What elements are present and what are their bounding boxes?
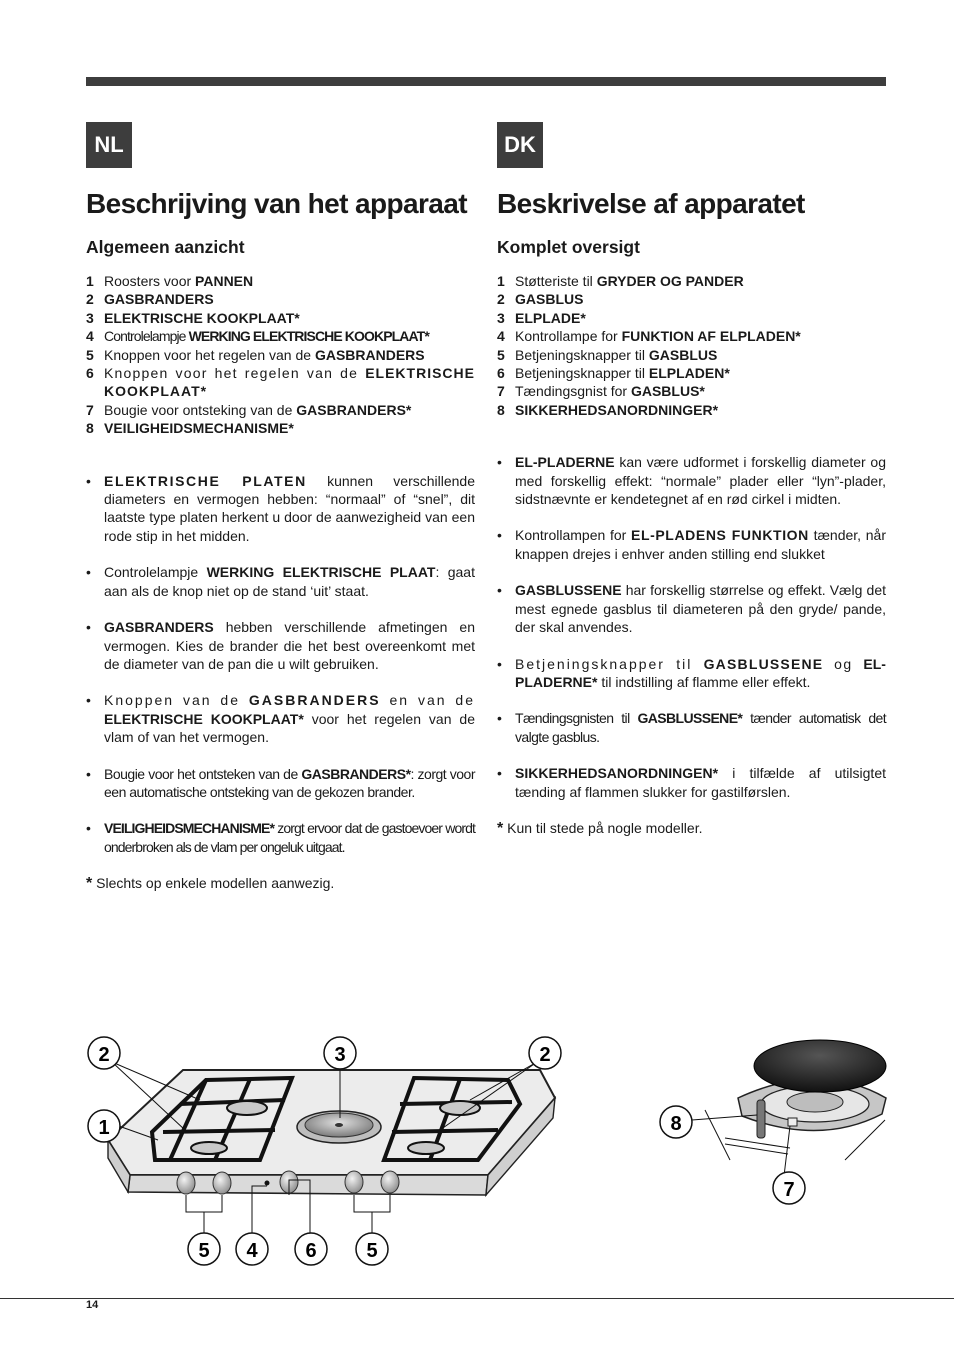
page-number: 14 — [86, 1299, 99, 1311]
svg-text:2: 2 — [98, 1044, 110, 1066]
column-nl — [86, 186, 475, 893]
list-item: • VEILIGHEIDSMECHANISME* zorgt ervoor dat de gastoevoer wordt onderbroken als de vlam per ongeluk uitgaat. — [86, 820, 475, 855]
svg-text:5: 5 — [198, 1240, 210, 1262]
feature-bullets-dk — [497, 453, 886, 801]
list-item: • GASBRANDERS hebben verschillende afmetingen en vermogen. Kies de brander die het best overeenkomt met de diameter van de pan die u wilt gebruiken. — [86, 619, 475, 672]
callout-3 — [324, 1037, 356, 1069]
list-item: 6 Knoppen voor het regelen van de ELEKTRISCHE KOOKPLAAT* — [86, 365, 475, 400]
svg-text:1: 1 — [98, 1117, 110, 1139]
list-item: 4 Controlelampje WERKING ELEKTRISCHE KOOKPLAAT* — [86, 328, 429, 345]
callout-8 — [660, 1106, 692, 1138]
footnote-nl: * Slechts op enkele modellen aanwezig. — [86, 875, 335, 893]
callout-2-left — [88, 1037, 120, 1069]
svg-text:6: 6 — [305, 1240, 317, 1262]
column-dk — [497, 186, 886, 838]
callout-5-right — [356, 1233, 388, 1265]
section-heading-dk: Komplet oversigt — [497, 237, 640, 257]
page-title-nl: Beschrijving van het apparaat — [86, 188, 467, 219]
list-item: • Tændingsgnisten til GASBLUSSENE* tænder automatisk det valgte gasblus. — [497, 710, 886, 745]
electric-plate — [297, 1111, 381, 1143]
parts-list-nl — [86, 272, 475, 438]
svg-text:3: 3 — [334, 1044, 346, 1066]
list-item: 3 ELPLADE* — [497, 309, 586, 326]
list-item: 2 GASBLUS — [497, 291, 584, 308]
list-item: • Betjeningsknapper til GASBLUSSENE og EL-PLADERNE* til indstilling af flamme eller effekt. — [497, 655, 886, 690]
list-item: • Knoppen van de GASBRANDERS en van de ELEKTRISCHE KOOKPLAAT* voor het regelen van de vlam of van het vermogen. — [86, 692, 476, 746]
callout-6 — [295, 1233, 327, 1265]
footnote-dk: * Kun til stede på nogle modeller. — [497, 819, 703, 837]
list-item: 3 ELEKTRISCHE KOOKPLAAT* — [86, 309, 300, 326]
burner-detail — [692, 1040, 886, 1176]
list-item: 8 SIKKERHEDSANORDNINGER* — [497, 401, 719, 418]
list-item: 1 Støtteriste til GRYDER OG PANDER — [497, 273, 744, 289]
svg-text:4: 4 — [246, 1240, 258, 1262]
callout-5-left — [188, 1233, 220, 1265]
list-item: • EL-PLADERNE kan være udformet i forskellig diameter og med forskellig effekt: “normale” plader eller “lyn”-plader, sidstnævnte er kendetegnet af en rød cirkel i midten. — [497, 454, 886, 508]
callout-2-right — [529, 1037, 561, 1069]
svg-text:8: 8 — [670, 1113, 682, 1135]
svg-text:2: 2 — [539, 1044, 551, 1066]
list-item: 6 Betjeningsknapper til ELPLADEN* — [497, 365, 730, 382]
list-item: • GASBLUSSENE har forskellig størrelse og effekt. Vælg det mest egnede gasblus til diameteren på den gryde/ pande, der skal anvendes. — [497, 582, 886, 636]
top-rule — [86, 77, 886, 86]
language-badge-dk: DK — [497, 122, 543, 168]
callout-1 — [88, 1110, 120, 1142]
feature-bullets-nl — [86, 472, 475, 857]
list-item: 5 Knoppen voor het regelen van de GASBRANDERS — [86, 346, 425, 363]
list-item: • SIKKERHEDSANORDNINGEN* i tilfælde af utilsigtet tænding af flammen slukker for gastilførslen. — [497, 765, 886, 800]
svg-text:7: 7 — [783, 1179, 795, 1201]
language-badge-nl: NL — [86, 122, 132, 168]
section-heading-nl: Algemeen aanzicht — [86, 237, 245, 257]
list-item: 2 GASBRANDERS — [86, 291, 214, 308]
footer-rule — [0, 1298, 954, 1299]
list-item: 5 Betjeningsknapper til GASBLUS — [497, 346, 718, 363]
list-item: • Kontrollampen for EL-PLADENS FUNKTION tænder, når knappen drejes i enhver anden stilling end slukket — [497, 527, 886, 562]
list-item: 4 Kontrollampe for FUNKTION AF ELPLADEN* — [497, 328, 801, 345]
list-item: 8 VEILIGHEIDSMECHANISME* — [86, 420, 294, 437]
list-item: • Controlelampje WERKING ELEKTRISCHE PLAAT: gaat aan als de knop niet op de stand ‘uit’ staat. — [86, 564, 475, 599]
list-item: • Bougie voor het ontsteken van de GASBRANDERS*: zorgt voor een automatische ontsteking van de gekozen brander. — [86, 765, 476, 800]
svg-text:5: 5 — [366, 1240, 378, 1262]
list-item: • ELEKTRISCHE PLATEN kunnen verschillende diameters en vermogen hebben: “normaal” of “snel”, dit laatste type platen herkent u door de aanwezigheid van een rode stip in het midden. — [86, 472, 476, 544]
hob-illustration — [0, 1020, 954, 1290]
page-title-dk: Beskrivelse af apparatet — [497, 188, 805, 219]
callout-4 — [236, 1233, 268, 1265]
list-item: 1 Roosters voor PANNEN — [86, 273, 254, 289]
callout-7 — [773, 1172, 805, 1204]
list-item: 7 Tændingsgnist for GASBLUS* — [497, 383, 705, 400]
list-item: 7 Bougie voor ontsteking van de GASBRANDERS* — [86, 401, 412, 418]
parts-list-dk — [497, 272, 886, 419]
